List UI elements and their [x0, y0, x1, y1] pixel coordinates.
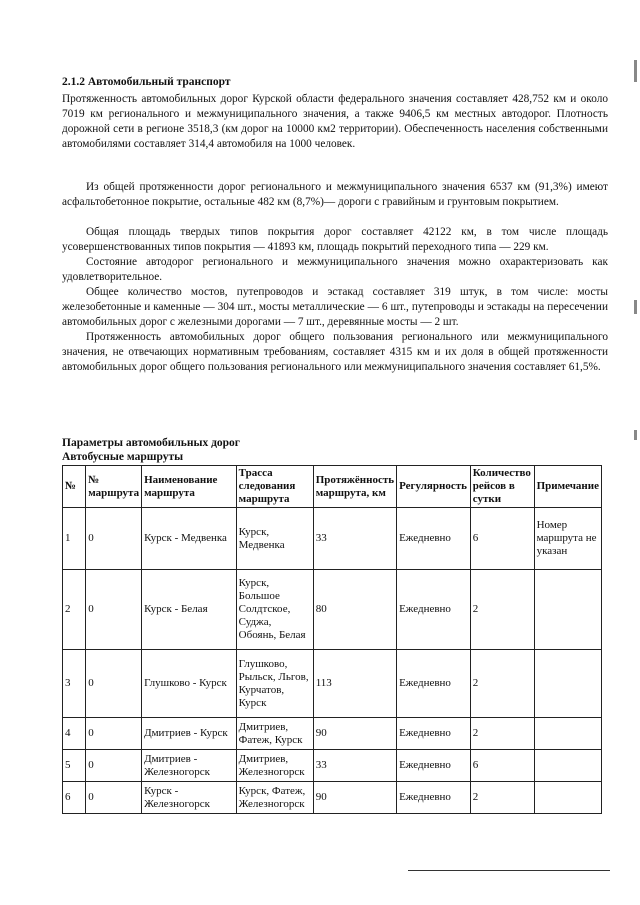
table-cell: 0 [86, 782, 142, 814]
table-cell: Курск - Железногорск [142, 782, 237, 814]
table-cell: Дмитриев - Железногорск [142, 750, 237, 782]
paragraph: Протяженность автомобильных дорог Курской области федерального значения составляет 428,752 км и около 7019 км регионального и межмуниципального значения, а также 9406,5 км местных автодорог. Плотность дорожной сети в регионе 3518,3 (км дорог на 10000 км2 территории). Обеспеченность населения собственными автомобилями составляет 314,4 автомобиля на 1000 человек. [62, 93, 608, 150]
table-cell: 90 [313, 782, 396, 814]
table-cell: Ежедневно [397, 650, 471, 718]
table-cell: Ежедневно [397, 750, 471, 782]
table-cell: 0 [86, 570, 142, 650]
table-cell: 90 [313, 718, 396, 750]
table-cell: 0 [86, 750, 142, 782]
paragraph: Состояние автодорог регионального и межмуниципального значения можно охарактеризовать как удовлетворительное. [62, 256, 608, 283]
table-cell: Глушково - Курск [142, 650, 237, 718]
table-cell: 4 [63, 718, 86, 750]
table-cell: Курск, Большое Солдтское, Суджа, Обоянь, Белая [236, 570, 313, 650]
table-cell: Дмитриев - Курск [142, 718, 237, 750]
paragraph: Общее количество мостов, путепроводов и эстакад составляет 319 штук, в том числе: мосты железобетонные и каменные — 304 шт., мосты металлические — 6 шт., путепроводы и эстакады на пересечении автомобильных дорог с железными дорогами — 7 шт., деревянные мосты — 2 шт. [62, 286, 608, 328]
table-header-row [63, 466, 602, 508]
header-cell: Наименование маршрута [142, 466, 237, 508]
table-cell [534, 570, 601, 650]
table-cell: 6 [470, 508, 534, 570]
table-cell: 2 [470, 782, 534, 814]
table-cell: Курск - Белая [142, 570, 237, 650]
table-subtitle: Автобусные маршруты [62, 451, 184, 463]
table-cell: 113 [313, 650, 396, 718]
scan-edge-mark [634, 430, 637, 440]
routes-table [62, 465, 602, 814]
table-cell: Глушково, Рыльск, Льгов, Курчатов, Курск [236, 650, 313, 718]
table-cell [534, 750, 601, 782]
table-cell: 6 [63, 782, 86, 814]
table-row [63, 718, 602, 750]
table-row [63, 750, 602, 782]
table-cell [534, 782, 601, 814]
scan-edge-mark [634, 300, 637, 314]
paragraph: Протяженность автомобильных дорог общего пользования регионального или межмуниципального значения, не отвечающих нормативным требованиям, составляет 4315 км и их доля в общей протяженности автомобильных дорог общего пользования регионального или межмуниципального значения составляет 61,5%. [62, 331, 608, 373]
footer-rule [408, 870, 610, 871]
table-cell: 1 [63, 508, 86, 570]
header-cell: № [63, 466, 86, 508]
table-cell: Ежедневно [397, 718, 471, 750]
table-cell [534, 718, 601, 750]
paragraph: Из общей протяженности дорог регионального и межмуниципального значения 6537 км (91,3%) имеют асфальтобетонное покрытие, остальные 482 км (8,7%)— дороги с гравийным и грунтовым покрытием. [62, 181, 608, 208]
header-cell: № маршрута [86, 466, 142, 508]
header-cell: Трасса следования маршрута [236, 466, 313, 508]
table-cell: 0 [86, 718, 142, 750]
table-row [63, 650, 602, 718]
table-title: Параметры автомобильных дорог [62, 437, 241, 449]
table-row [63, 782, 602, 814]
table-cell: Ежедневно [397, 570, 471, 650]
header-cell: Протяжённость маршрута, км [313, 466, 396, 508]
table-row [63, 508, 602, 570]
table-cell: 33 [313, 750, 396, 782]
table-cell [534, 650, 601, 718]
table-cell: 5 [63, 750, 86, 782]
table-cell: 3 [63, 650, 86, 718]
table-cell: Дмитриев, Фатеж, Курск [236, 718, 313, 750]
table-cell: Ежедневно [397, 782, 471, 814]
table-cell: Номер маршрута не указан [534, 508, 601, 570]
scan-edge-mark [634, 60, 637, 82]
table-cell: 0 [86, 508, 142, 570]
table-cell: Курск, Медвенка [236, 508, 313, 570]
table-cell: Ежедневно [397, 508, 471, 570]
table-cell: 2 [470, 570, 534, 650]
table-cell: 33 [313, 508, 396, 570]
table-cell: 80 [313, 570, 396, 650]
table-row [63, 570, 602, 650]
paragraph: Общая площадь твердых типов покрытия дорог составляет 42122 км, в том числе площадь усовершенствованных типов покрытия — 41893 км, площадь покрытий переходного типа — 229 км. [62, 226, 608, 253]
header-cell: Примечание [534, 466, 601, 508]
table-cell: Курск, Фатеж, Железногорск [236, 782, 313, 814]
section-title: 2.1.2 Автомобильный транспорт [62, 76, 231, 88]
table-cell: 6 [470, 750, 534, 782]
table-cell: 2 [470, 718, 534, 750]
header-cell: Количество рейсов в сутки [470, 466, 534, 508]
table-cell: 2 [470, 650, 534, 718]
table-cell: 2 [63, 570, 86, 650]
header-cell: Регулярность [397, 466, 471, 508]
table-cell: Дмитриев, Железногорск [236, 750, 313, 782]
table-cell: Курск - Медвенка [142, 508, 237, 570]
table-cell: 0 [86, 650, 142, 718]
